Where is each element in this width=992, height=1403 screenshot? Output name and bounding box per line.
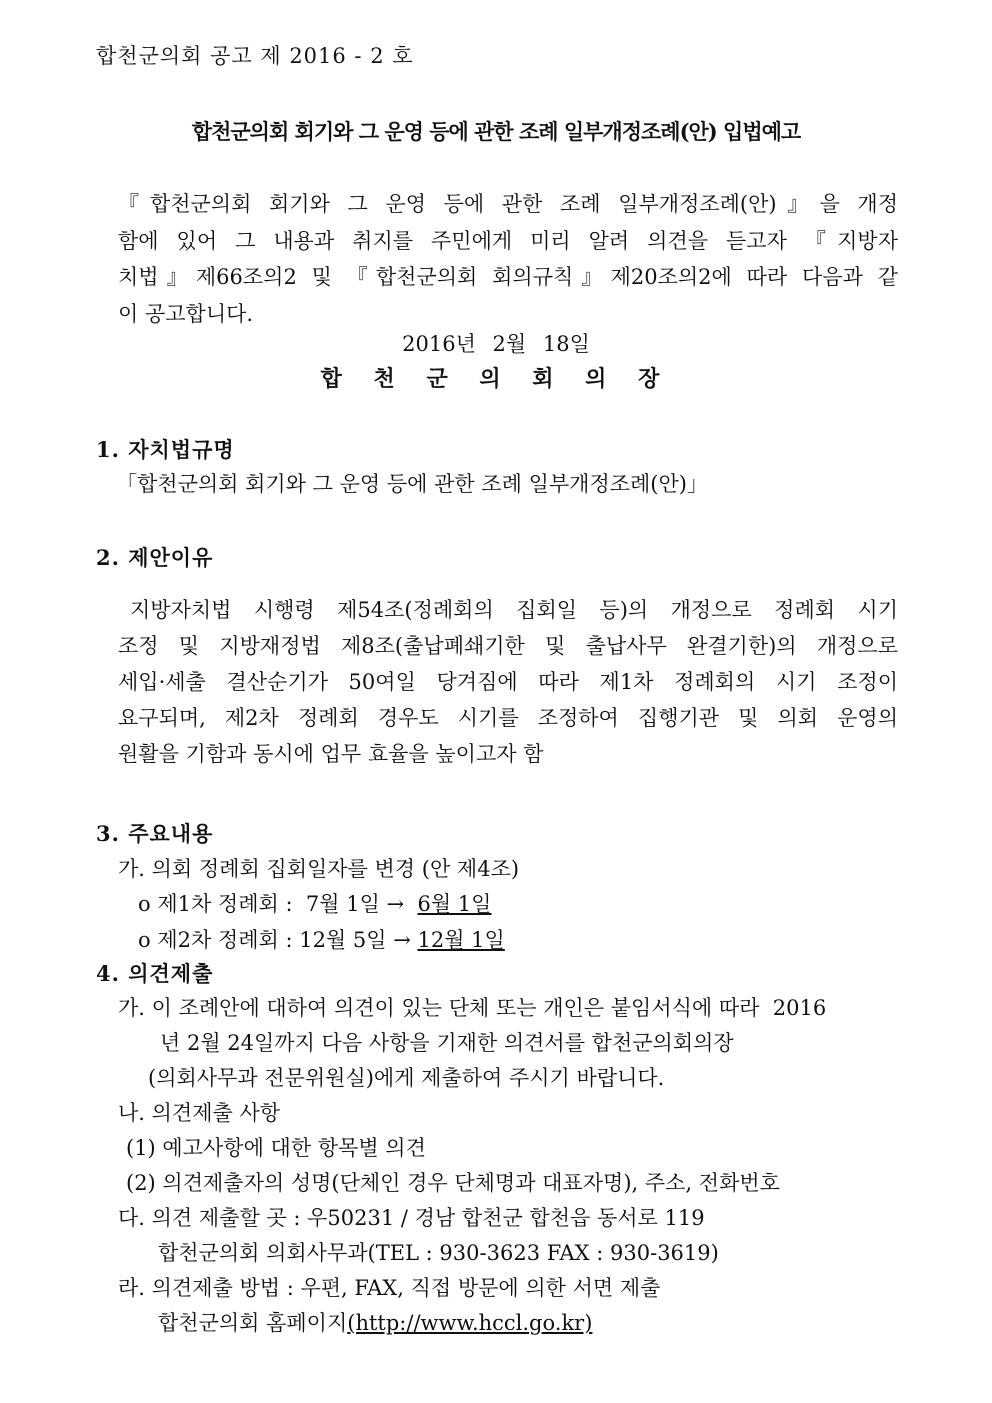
intro-line: 치법』제66조의2 및 『합천군의회 회의규칙』제20조의2에 따라 다음과 같 <box>118 265 898 289</box>
notice-number: 합천군의회 공고 제 2016 - 2 호 <box>96 44 414 68</box>
section2-paragraph <box>118 592 898 772</box>
change1-prefix: o 제1차 정례회 : 7월 1일 → <box>138 892 418 916</box>
section4-ga-line1: 가. 이 조례안에 대하여 의견이 있는 단체 또는 개인은 붙임서식에 따라 2016 <box>118 996 827 1020</box>
intro-line: 이 공고합니다. <box>118 301 254 326</box>
section4-da-2: 합천군의회 의회사무과(TEL : 930-3623 FAX : 930-3619) <box>158 1241 719 1265</box>
signer: 합 천 군 의 회 의 장 <box>320 366 672 392</box>
section4-na-1: (1) 예고사항에 대한 항목별 의견 <box>126 1136 426 1160</box>
document-title: 합천군의회 회기와 그 운영 등에 관한 조례 일부개정조례(안) 입법예고 <box>191 119 801 144</box>
section2-heading: 2. 제안이유 <box>96 545 214 570</box>
section4-ga-line2: 년 2월 24일까지 다음 사항을 기재한 의견서를 합천군의회의장 <box>160 1031 734 1055</box>
section4-heading: 4. 의견제출 <box>96 961 214 986</box>
homepage-label: 합천군의회 홈페이지 <box>158 1311 348 1335</box>
section2-line: 조정 및 지방재정법 제8조(출납폐쇄기한 및 출납사무 완결기한)의 개정으로 <box>118 634 898 658</box>
intro-line: 함에 있어 그 내용과 취지를 주민에게 미리 알려 의견을 듣고자 『지방자 <box>118 228 898 253</box>
section2-line: 세입·세출 결산순기가 50여일 당겨짐에 따라 제1차 정례회의 시기 조정이 <box>118 670 898 694</box>
section4-ra-2 <box>158 1307 592 1337</box>
section2-line: 지방자치법 시행령 제54조(정례회의 집회일 등)의 개정으로 정례회 시기 <box>130 598 898 622</box>
section1-content: 「합천군의회 회기와 그 운영 등에 관한 조례 일부개정조례(안)」 <box>116 472 708 496</box>
section3-heading: 3. 주요내용 <box>96 821 214 846</box>
section1-heading: 1. 자치법규명 <box>96 437 235 462</box>
change1-new-date: 6월 1일 <box>417 892 492 916</box>
change-row-1 <box>138 888 491 918</box>
section4-na: 나. 의견제출 사항 <box>118 1101 281 1125</box>
section4-da: 다. 의견 제출할 곳 : 우50231 / 경남 합천군 합천읍 동서로 119 <box>118 1206 705 1230</box>
section4-na-2: (2) 의견제출자의 성명(단체인 경우 단체명과 대표자명), 주소, 전화번호 <box>126 1171 780 1195</box>
section3-item-ga: 가. 의회 정례회 집회일자를 변경 (안 제4조) <box>118 857 520 881</box>
notice-date: 2016년 2월 18일 <box>402 332 590 356</box>
section4-ra: 라. 의견제출 방법 : 우편, FAX, 직접 방문에 의한 서면 제출 <box>118 1276 661 1300</box>
section2-line: 요구되며, 제2차 정례회 경우도 시기를 조정하여 집행기관 및 의회 운영의 <box>118 706 898 730</box>
change-row-2 <box>138 924 505 954</box>
intro-paragraph <box>118 186 898 332</box>
change2-prefix: o 제2차 정례회 : 12월 5일 → <box>138 928 418 952</box>
change2-new-date: 12월 1일 <box>417 928 505 952</box>
homepage-link[interactable]: (http://www.hccl.go.kr) <box>347 1311 593 1335</box>
section2-line: 원활을 기함과 동시에 업무 효율을 높이고자 함 <box>118 742 544 766</box>
intro-line: 『합천군의회 회기와 그 운영 등에 관한 조례 일부개정조례(안)』을 개정 <box>118 192 898 216</box>
section4-ga-line3: (의회사무과 전문위원실)에게 제출하여 주시기 바랍니다. <box>148 1066 665 1090</box>
